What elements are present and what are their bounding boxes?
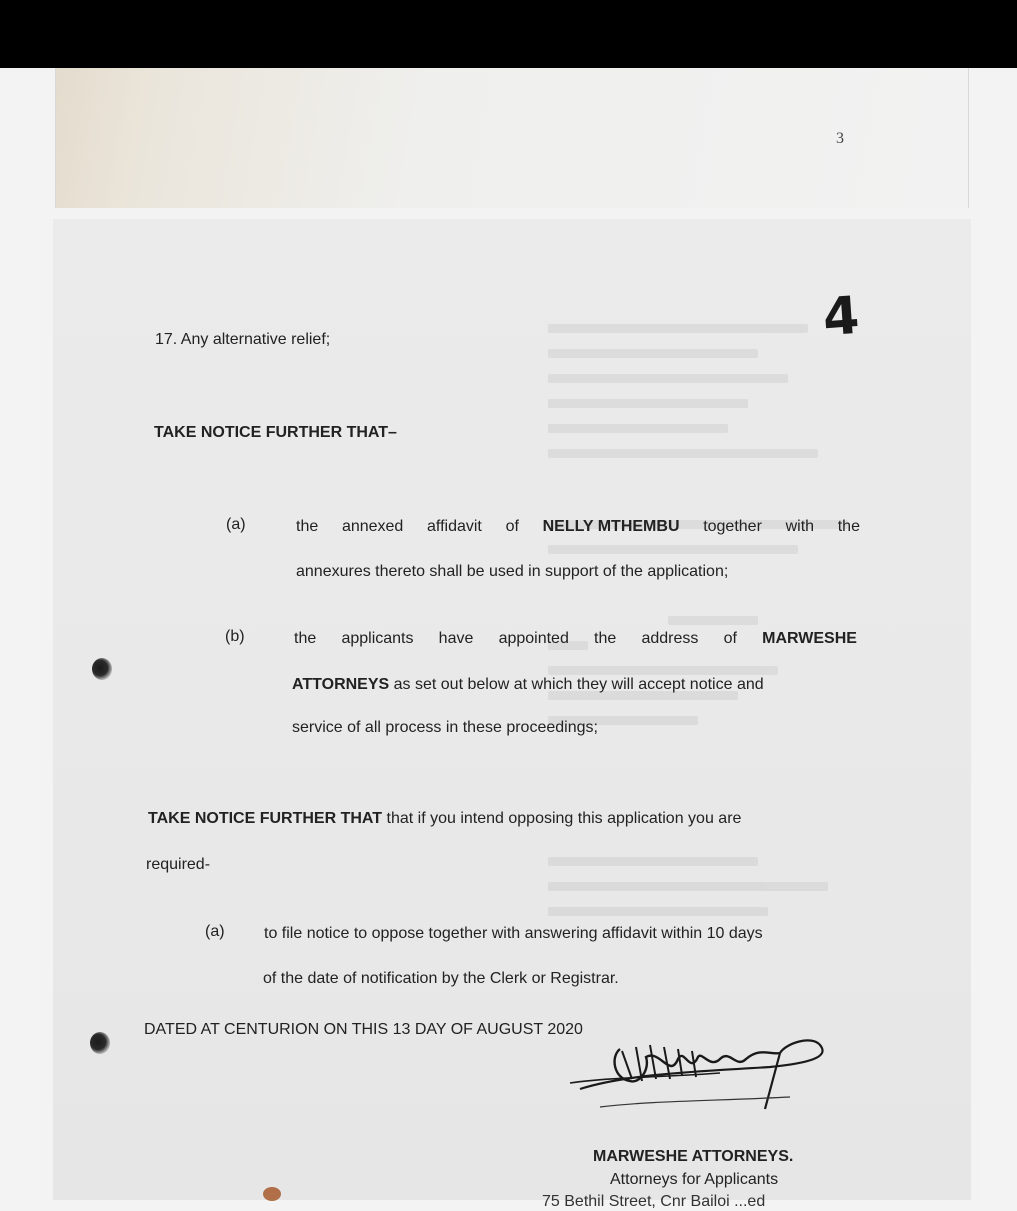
item-a-marker: (a) <box>226 516 246 533</box>
item-b-line2-text: as set out below at which they will accept notice and <box>389 676 764 693</box>
notice-heading: TAKE NOTICE FURTHER THAT– <box>154 424 397 441</box>
required-item-a-line2: of the date of notification by the Clerk or Registrar. <box>263 970 619 987</box>
word: of <box>723 630 737 647</box>
bleed-through-text <box>548 324 878 1024</box>
item-b-line1 <box>294 629 857 648</box>
word: affidavit <box>427 518 482 535</box>
word: together <box>703 518 762 535</box>
document-page-4 <box>53 219 971 1210</box>
item-a-line1 <box>296 517 860 536</box>
word: annexed <box>341 518 404 535</box>
signatory-firm: MARWESHE ATTORNEYS. <box>593 1148 794 1165</box>
item-17: 17. Any alternative relief; <box>155 331 331 348</box>
punch-hole <box>90 1032 110 1054</box>
deponent-name: NELLY MTHEMBU <box>542 518 680 535</box>
dated-line: DATED AT CENTURION ON THIS 13 DAY OF AUGUST 2020 <box>144 1021 583 1038</box>
page-number: 3 <box>836 130 844 147</box>
required-item-a-line1: to file notice to oppose together with answering affidavit within 10 days <box>264 925 763 942</box>
firm-name: MARWESHE <box>762 630 857 647</box>
notice-second-heading: TAKE NOTICE FURTHER THAT <box>148 810 383 827</box>
word: have <box>438 630 474 647</box>
status-bar <box>0 0 1017 68</box>
item-a-line2: annexures thereto shall be used in support of the application; <box>296 563 729 580</box>
word: appointed <box>498 630 569 647</box>
word: the <box>294 630 317 647</box>
notice-second-line2: required- <box>146 856 211 873</box>
signatory-role: Attorneys for Applicants <box>610 1171 779 1188</box>
word: of <box>505 518 519 535</box>
punch-hole <box>92 658 112 680</box>
word: the <box>296 518 319 535</box>
handwritten-page-number: 4 <box>820 285 862 349</box>
item-b-marker: (b) <box>225 628 245 645</box>
notice-second-line1 <box>148 809 741 828</box>
word: the <box>837 518 860 535</box>
item-b-line2 <box>292 675 764 694</box>
document-page-3 <box>55 68 969 208</box>
word: applicants <box>341 630 414 647</box>
word: with <box>785 518 815 535</box>
firm-name-continued: ATTORNEYS <box>292 676 390 693</box>
handwritten-signature <box>550 1029 850 1119</box>
item-b-line3: service of all process in these proceedings; <box>292 719 598 736</box>
stain-mark <box>263 1187 281 1201</box>
notice-second-text: that if you intend opposing this application you are <box>382 810 742 827</box>
signatory-address-partial: 75 Bethil Street, Cnr Bailoi ...ed <box>542 1193 766 1210</box>
word: the <box>594 630 617 647</box>
required-item-a-marker: (a) <box>205 923 225 940</box>
word: address <box>641 630 699 647</box>
